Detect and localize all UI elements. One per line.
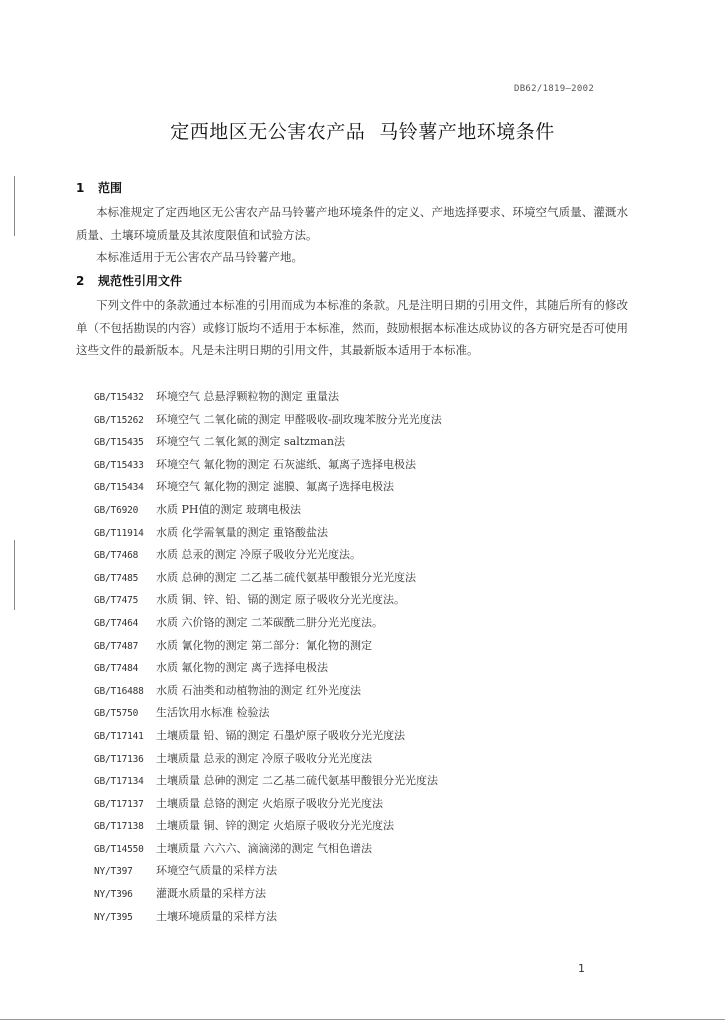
document-title	[0, 117, 725, 144]
margin-mark	[14, 176, 15, 236]
reference-code: NY/T397	[94, 866, 133, 878]
section-1-heading	[76, 179, 122, 196]
document-code: DB62/1819—2002	[514, 84, 595, 94]
title-part-1: 定西地区无公害农产品	[170, 121, 366, 143]
reference-name: 水质 化学需氧量的测定 重铬酸盐法	[156, 525, 328, 539]
reference-code: GB/T7485	[94, 572, 139, 584]
reference-item	[94, 522, 634, 545]
reference-name: 水质 氰化物的测定 第二部分：氰化物的测定	[156, 638, 372, 652]
reference-code: GB/T17138	[94, 821, 144, 833]
reference-item	[94, 725, 634, 748]
reference-item	[94, 906, 634, 929]
reference-name: 水质 六价铬的测定 二苯碳酰二肼分光光度法。	[156, 615, 383, 629]
reference-code: GB/T17137	[94, 798, 144, 810]
reference-item	[94, 386, 634, 409]
reference-name: 环境空气 氟化物的测定 滤膜、氟离子选择电极法	[156, 480, 394, 494]
reference-item	[94, 567, 634, 590]
section-1-paragraph-2	[76, 246, 628, 269]
reference-code: GB/T5750	[94, 708, 139, 720]
reference-name: 环境空气质量的采样方法	[156, 864, 277, 878]
reference-name: 环境空气 总悬浮颗粒物的测定 重量法	[156, 390, 339, 403]
reference-code: GB/T7484	[94, 663, 139, 675]
reference-code: GB/T7468	[94, 550, 139, 562]
reference-name: 环境空气 二氧化氮的测定 saltzman法	[156, 435, 346, 449]
reference-code: GB/T7464	[94, 617, 139, 629]
reference-code: GB/T16488	[94, 685, 144, 697]
section-title: 规范性引用文件	[98, 274, 183, 288]
paragraph-text: 下列文件中的条款通过本标准的引用而成为本标准的条款。凡是注明日期的引用文件，其随后所有的修改单（不包括勘误的内容）或修订版均不适用于本标准，然而，鼓励根据本标准达成协议的各方研究是否可使用这些文件的最新版本。凡是未注明日期的引用文件，其最新版本适用于本标准。	[76, 298, 628, 357]
reference-item	[94, 454, 634, 477]
section-1-paragraph-1	[76, 201, 628, 246]
reference-item	[94, 476, 634, 499]
reference-item	[94, 838, 634, 861]
reference-item	[94, 748, 634, 771]
reference-code: GB/T17136	[94, 753, 144, 765]
paragraph-text: 本标准规定了定西地区无公害农产品马铃薯产地环境条件的定义、产地选择要求、环境空气质量、灌溉水质量、土壤环境质量及其浓度限值和试验方法。	[76, 205, 628, 242]
reference-name: 灌溉水质量的采样方法	[156, 887, 266, 901]
reference-code: GB/T7487	[94, 640, 139, 652]
reference-name: 生活饮用水标准 检验法	[156, 706, 270, 720]
margin-mark	[14, 540, 15, 610]
reference-code: NY/T395	[94, 911, 133, 923]
reference-name: 水质 铜、锌、铅、镉的测定 原子吸收分光光度法。	[156, 593, 405, 607]
reference-code: GB/T7475	[94, 595, 139, 607]
paragraph-text: 本标准适用于无公害农产品马铃薯产地。	[96, 250, 303, 264]
section-number: 2	[76, 274, 85, 288]
reference-item	[94, 815, 634, 838]
reference-item	[94, 883, 634, 906]
reference-item	[94, 589, 634, 612]
reference-code: GB/T15432	[94, 392, 144, 403]
reference-name: 环境空气 二氧化硫的测定 甲醛吸收-副玫瑰苯胺分光光度法	[156, 412, 442, 426]
reference-item	[94, 770, 634, 793]
reference-item	[94, 431, 634, 454]
reference-item	[94, 635, 634, 658]
reference-code: GB/T15435	[94, 437, 144, 449]
title-part-2: 马铃薯产地环境条件	[379, 121, 555, 143]
reference-name: 土壤质量 总铬的测定 火焰原子吸收分光光度法	[156, 796, 383, 810]
section-number: 1	[76, 181, 85, 195]
reference-name: 环境空气 氟化物的测定 石灰滤纸、氟离子选择电极法	[156, 457, 416, 471]
reference-item	[94, 499, 634, 522]
reference-code: GB/T6920	[94, 504, 139, 516]
reference-name: 土壤质量 六六六、滴滴涕的测定 气相色谱法	[156, 841, 372, 855]
reference-item	[94, 702, 634, 725]
reference-name: 土壤环境质量的采样方法	[156, 909, 277, 923]
reference-code: NY/T396	[94, 889, 133, 901]
section-title: 范围	[98, 181, 123, 195]
section-2-heading	[76, 272, 182, 289]
reference-name: 土壤质量 总砷的测定 二乙基二硫代氨基甲酸银分光光度法	[156, 774, 438, 788]
reference-item	[94, 544, 634, 567]
reference-name: 土壤质量 铜、锌的测定 火焰原子吸收分光光度法	[156, 819, 394, 833]
reference-name: 土壤质量 总汞的测定 冷原子吸收分光光度法	[156, 751, 372, 765]
page-number: 1	[578, 962, 585, 975]
reference-name: 水质 总砷的测定 二乙基二硫代氨基甲酸银分光光度法	[156, 570, 416, 584]
reference-name: 水质 石油类和动植物油的测定 红外光度法	[156, 683, 361, 697]
reference-name: 土壤质量 铅、镉的测定 石墨炉原子吸收分光光度法	[156, 728, 405, 742]
section-2-paragraph-1	[76, 294, 628, 362]
reference-item	[94, 860, 634, 883]
reference-list	[94, 386, 634, 928]
reference-item	[94, 793, 634, 816]
reference-item	[94, 612, 634, 635]
reference-item	[94, 409, 634, 432]
reference-code: GB/T15434	[94, 482, 144, 494]
reference-name: 水质 氟化物的测定 离子选择电极法	[156, 661, 328, 675]
reference-code: GB/T14550	[94, 843, 144, 855]
reference-code: GB/T11914	[94, 527, 144, 539]
reference-code: GB/T17141	[94, 730, 144, 742]
reference-name: 水质 PH值的测定 玻璃电极法	[156, 502, 301, 516]
reference-code: GB/T17134	[94, 776, 144, 788]
page-bottom-edge	[0, 1019, 725, 1020]
reference-item	[94, 680, 634, 703]
reference-name: 水质 总汞的测定 冷原子吸收分光光度法。	[156, 548, 361, 562]
reference-code: GB/T15262	[94, 414, 144, 426]
reference-item	[94, 657, 634, 680]
reference-code: GB/T15433	[94, 459, 144, 471]
